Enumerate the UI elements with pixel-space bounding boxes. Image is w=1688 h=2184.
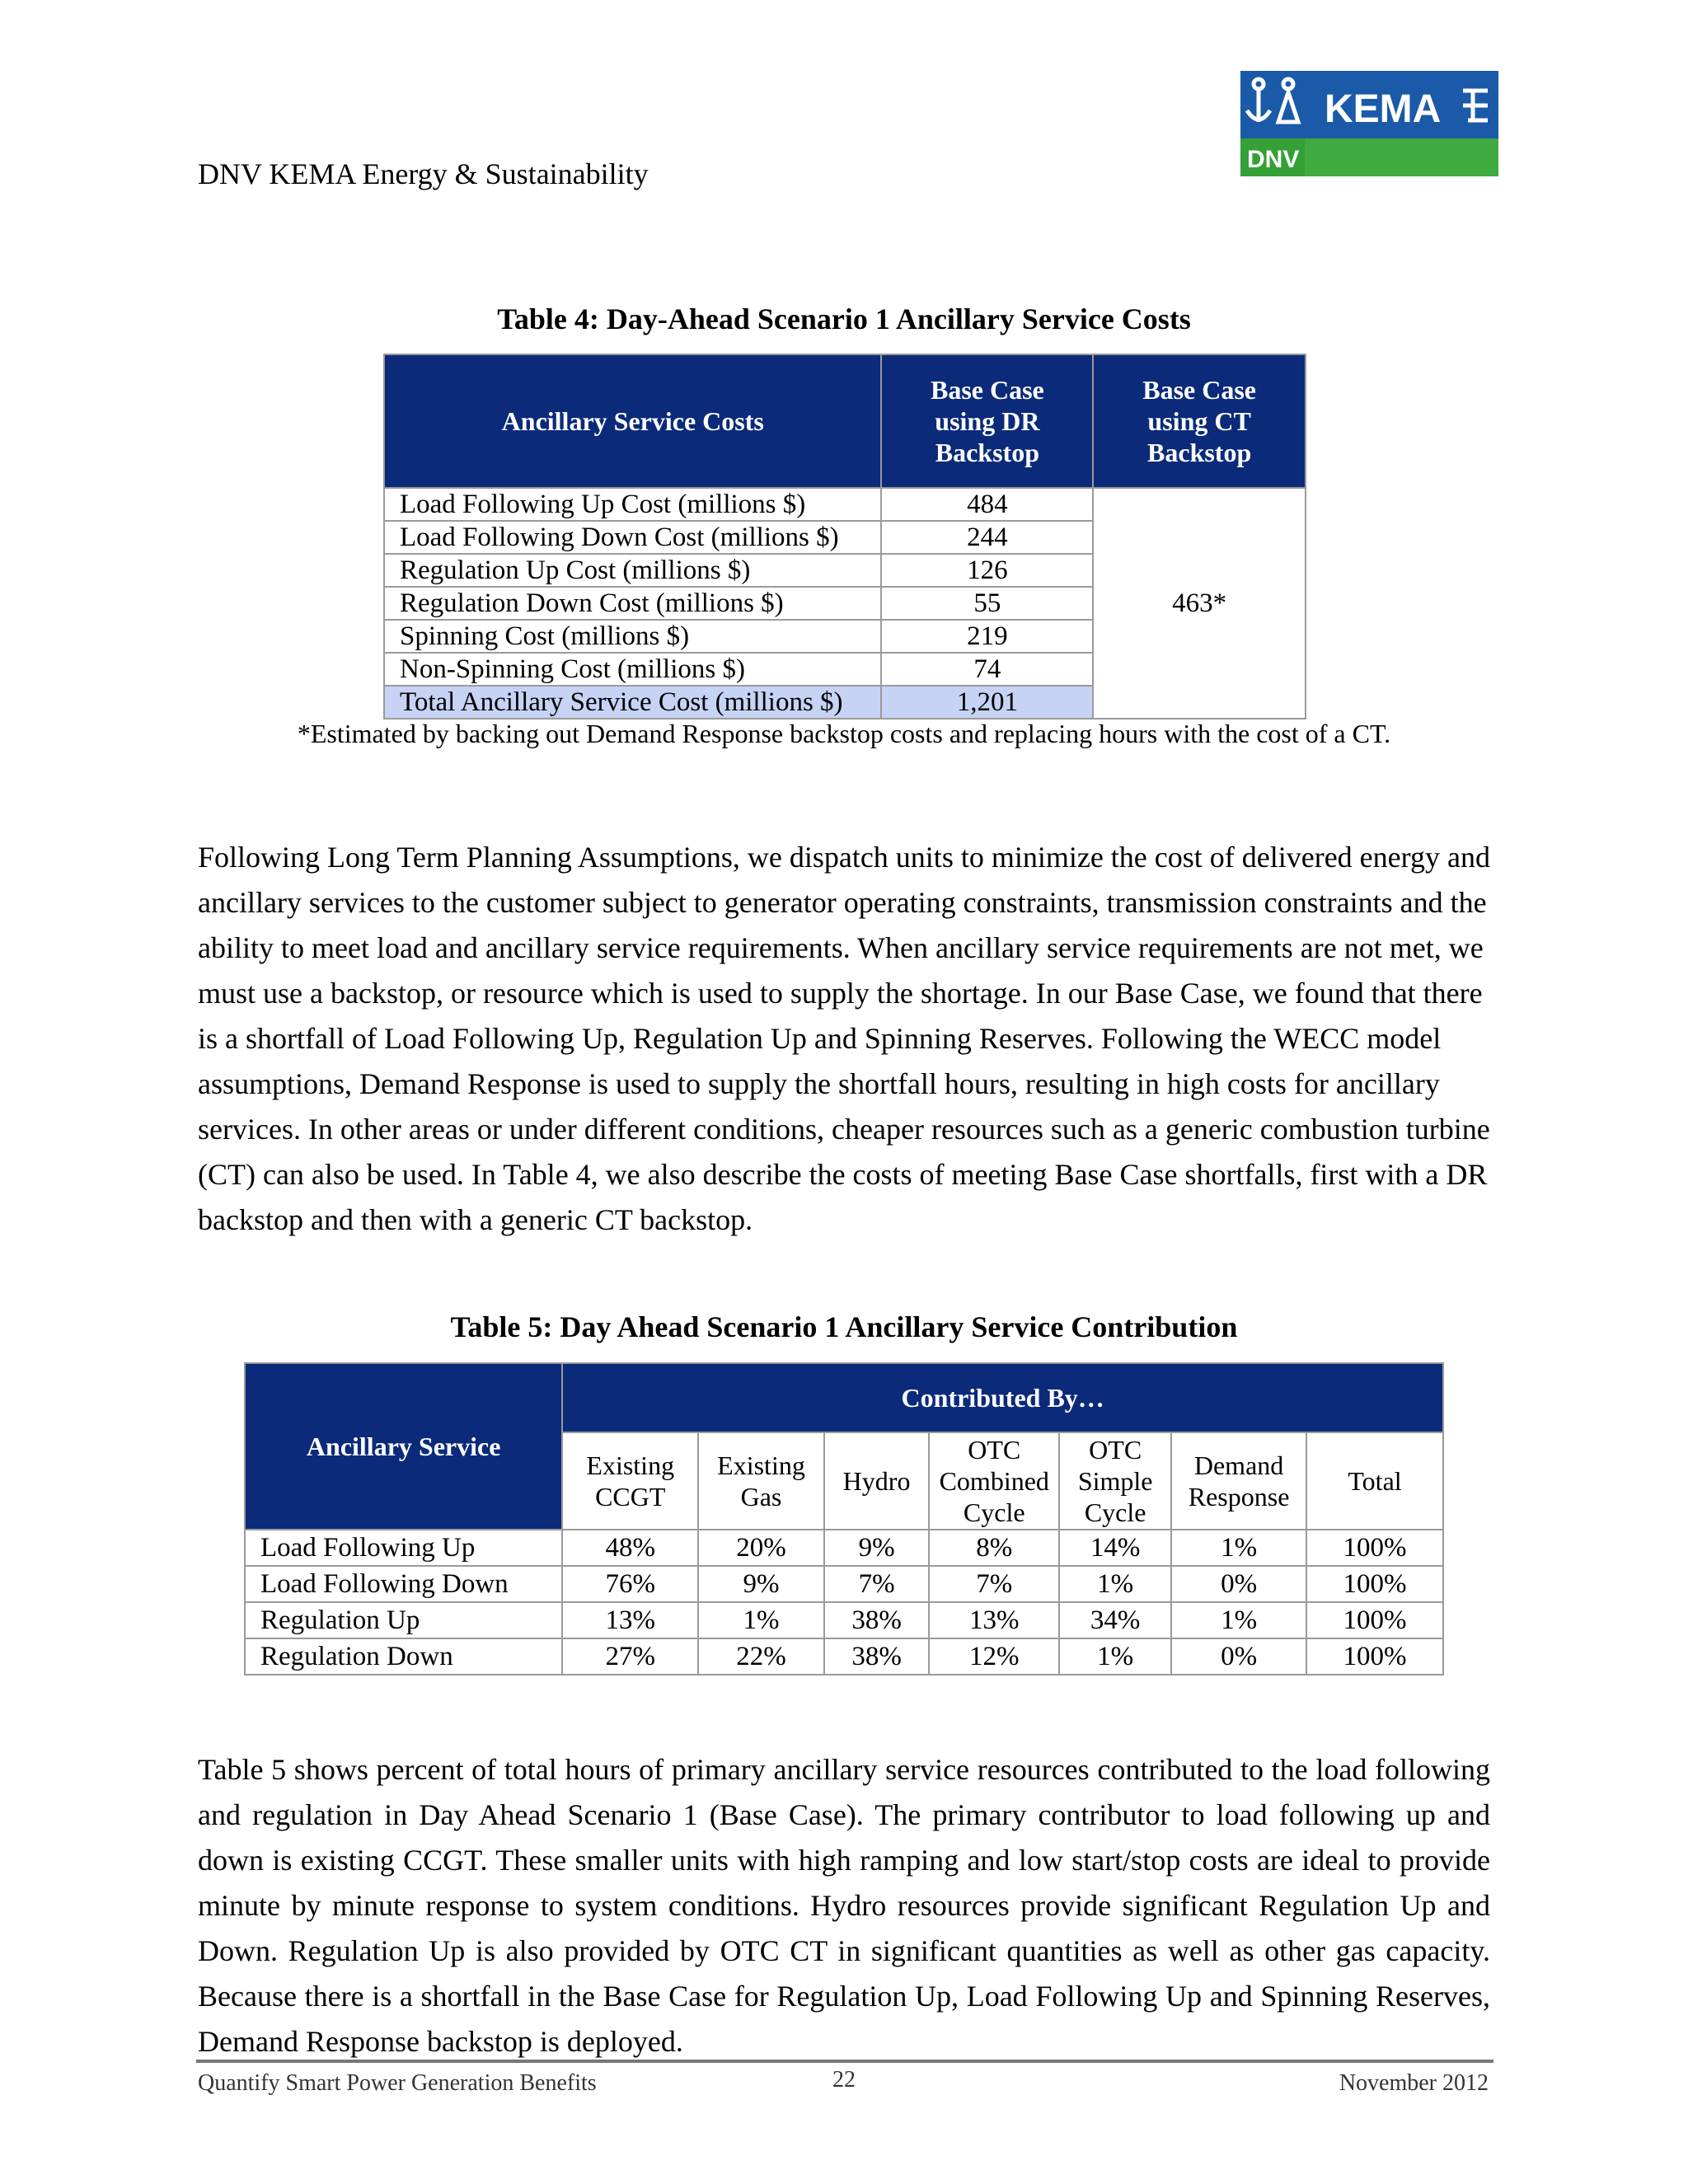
table-cell-value: 14% bbox=[1059, 1530, 1171, 1566]
table-cell-value: 34% bbox=[1059, 1602, 1171, 1638]
table-cell-value: 0% bbox=[1171, 1566, 1306, 1602]
table-cell-value: 1% bbox=[1059, 1638, 1171, 1675]
table-cell-value: 20% bbox=[698, 1530, 824, 1566]
table-cell-value: 8% bbox=[929, 1530, 1059, 1566]
table-cell-value: 76% bbox=[562, 1566, 698, 1602]
table-cell-value: 48% bbox=[562, 1530, 698, 1566]
svg-text:KEMA: KEMA bbox=[1325, 87, 1442, 131]
table4 bbox=[383, 354, 1306, 719]
table-cell-value: 55 bbox=[881, 587, 1093, 620]
table4-header-service: Ancillary Service Costs bbox=[384, 354, 881, 488]
table4-title: Table 4: Day-Ahead Scenario 1 Ancillary Service Costs bbox=[497, 302, 1191, 335]
table-cell-label: Regulation Down Cost (millions $) bbox=[384, 587, 881, 620]
table-cell-label: Non-Spinning Cost (millions $) bbox=[384, 653, 881, 686]
footer-date: November 2012 bbox=[1339, 2070, 1489, 2096]
table-cell-value: 27% bbox=[562, 1638, 698, 1675]
table-cell-value: 38% bbox=[824, 1602, 929, 1638]
table-cell-label: Regulation Down bbox=[245, 1638, 562, 1675]
table5 bbox=[244, 1362, 1444, 1675]
table-cell-value: 100% bbox=[1306, 1566, 1443, 1602]
table-cell-value: 100% bbox=[1306, 1530, 1443, 1566]
table-cell-value: 0% bbox=[1171, 1638, 1306, 1675]
table-cell-value: 9% bbox=[824, 1530, 929, 1566]
table-cell-label: Load Following Up bbox=[245, 1530, 562, 1566]
table4-footnote: *Estimated by backing out Demand Response backstop costs and replacing hours with the cost of a CT. bbox=[297, 719, 1391, 748]
kema-dnv-logo bbox=[1240, 71, 1498, 181]
table-cell-value: 9% bbox=[698, 1566, 824, 1602]
table5-col-header: Total bbox=[1306, 1432, 1443, 1530]
table-cell-value: 13% bbox=[929, 1602, 1059, 1638]
header-organization: DNV KEMA Energy & Sustainability bbox=[198, 157, 649, 190]
table-cell-value: 1% bbox=[1171, 1602, 1306, 1638]
body-paragraph-1: Following Long Term Planning Assumptions, we dispatch units to minimize the cost of delivered energy and ancillary services to the customer subject to generator operating constraints, transmission constraints and the ability to meet load and ancillary service requirements. When ancillary service requirements are not met, we must use a backstop, or resource which is used to supply the shortage. In our Base Case, we found that there is a shortfall of Load Following Up, Regulation Up and Spinning Reserves. Following the WECC model assumptions, Demand Response is used to supply the shortfall hours, resulting in high costs for ancillary services. In other areas or under different conditions, cheaper resources such as a generic combustion turbine (CT) can also be used. In Table 4, we also describe the costs of meeting Base Case shortfalls, first with a DR backstop and then with a generic CT backstop. bbox=[198, 841, 1490, 1236]
table-cell-value: 1% bbox=[698, 1602, 824, 1638]
table4-ct-value: 463* bbox=[1093, 488, 1306, 719]
table-cell-label: Regulation Up Cost (millions $) bbox=[384, 554, 881, 587]
table-cell-label: Spinning Cost (millions $) bbox=[384, 620, 881, 653]
table-cell-value: 1% bbox=[1171, 1530, 1306, 1566]
footer-document-title: Quantify Smart Power Generation Benefits bbox=[198, 2070, 597, 2096]
table-cell-value: 1% bbox=[1059, 1566, 1171, 1602]
table5-col-header: Hydro bbox=[824, 1432, 929, 1530]
table-cell-value: 74 bbox=[881, 653, 1093, 686]
table5-col-header: OTC Combined Cycle bbox=[929, 1432, 1059, 1530]
table-cell-label: Load Following Down bbox=[245, 1566, 562, 1602]
table-cell-value: 126 bbox=[881, 554, 1093, 587]
table4-total-label: Total Ancillary Service Cost (millions $) bbox=[384, 686, 881, 719]
table-cell-value: 7% bbox=[929, 1566, 1059, 1602]
table5-header-service: Ancillary Service bbox=[245, 1363, 562, 1530]
table-cell-label: Regulation Up bbox=[245, 1602, 562, 1638]
table-cell-value: 22% bbox=[698, 1638, 824, 1675]
table-cell-value: 244 bbox=[881, 521, 1093, 554]
table-cell-value: 13% bbox=[562, 1602, 698, 1638]
footer-divider bbox=[196, 2060, 1493, 2063]
table-cell-value: 219 bbox=[881, 620, 1093, 653]
table4-header-ct: Base Case using CT Backstop bbox=[1093, 354, 1306, 488]
table-cell-value: 38% bbox=[824, 1638, 929, 1675]
svg-text:DNV: DNV bbox=[1247, 146, 1300, 173]
table5-col-header: Existing CCGT bbox=[562, 1432, 698, 1530]
body-paragraph-2: Table 5 shows percent of total hours of primary ancillary service resources contributed to the load following and regulation in Day Ahead Scenario 1 (Base Case). The primary contributor to load following up and down is existing CCGT. These smaller units with high ramping and low start/stop costs are ideal to provide minute by minute response to system conditions. Hydro resources provide significant Regulation Up and Down. Regulation Up is also provided by OTC CT in significant quantities as well as other gas capacity. Because there is a shortfall in the Base Case for Regulation Up, Load Following Up and Spinning Reserves, Demand Response backstop is deployed. bbox=[198, 1753, 1490, 2058]
table5-col-header: Demand Response bbox=[1171, 1432, 1306, 1530]
table-cell-label: Load Following Up Cost (millions $) bbox=[384, 488, 881, 521]
table5-col-header: Existing Gas bbox=[698, 1432, 824, 1530]
table4-total-value: 1,201 bbox=[881, 686, 1093, 719]
table-cell-value: 100% bbox=[1306, 1638, 1443, 1675]
table-cell-value: 12% bbox=[929, 1638, 1059, 1675]
table-cell-value: 484 bbox=[881, 488, 1093, 521]
table-cell-label: Load Following Down Cost (millions $) bbox=[384, 521, 881, 554]
table-cell-value: 7% bbox=[824, 1566, 929, 1602]
table5-title: Table 5: Day Ahead Scenario 1 Ancillary Service Contribution bbox=[450, 1310, 1238, 1343]
table5-col-header: OTC Simple Cycle bbox=[1059, 1432, 1171, 1530]
table-cell-value: 100% bbox=[1306, 1602, 1443, 1638]
table4-header-dr: Base Case using DR Backstop bbox=[881, 354, 1093, 488]
footer-page-number: 22 bbox=[832, 2067, 856, 2093]
table5-group-header: Contributed By… bbox=[562, 1363, 1443, 1432]
